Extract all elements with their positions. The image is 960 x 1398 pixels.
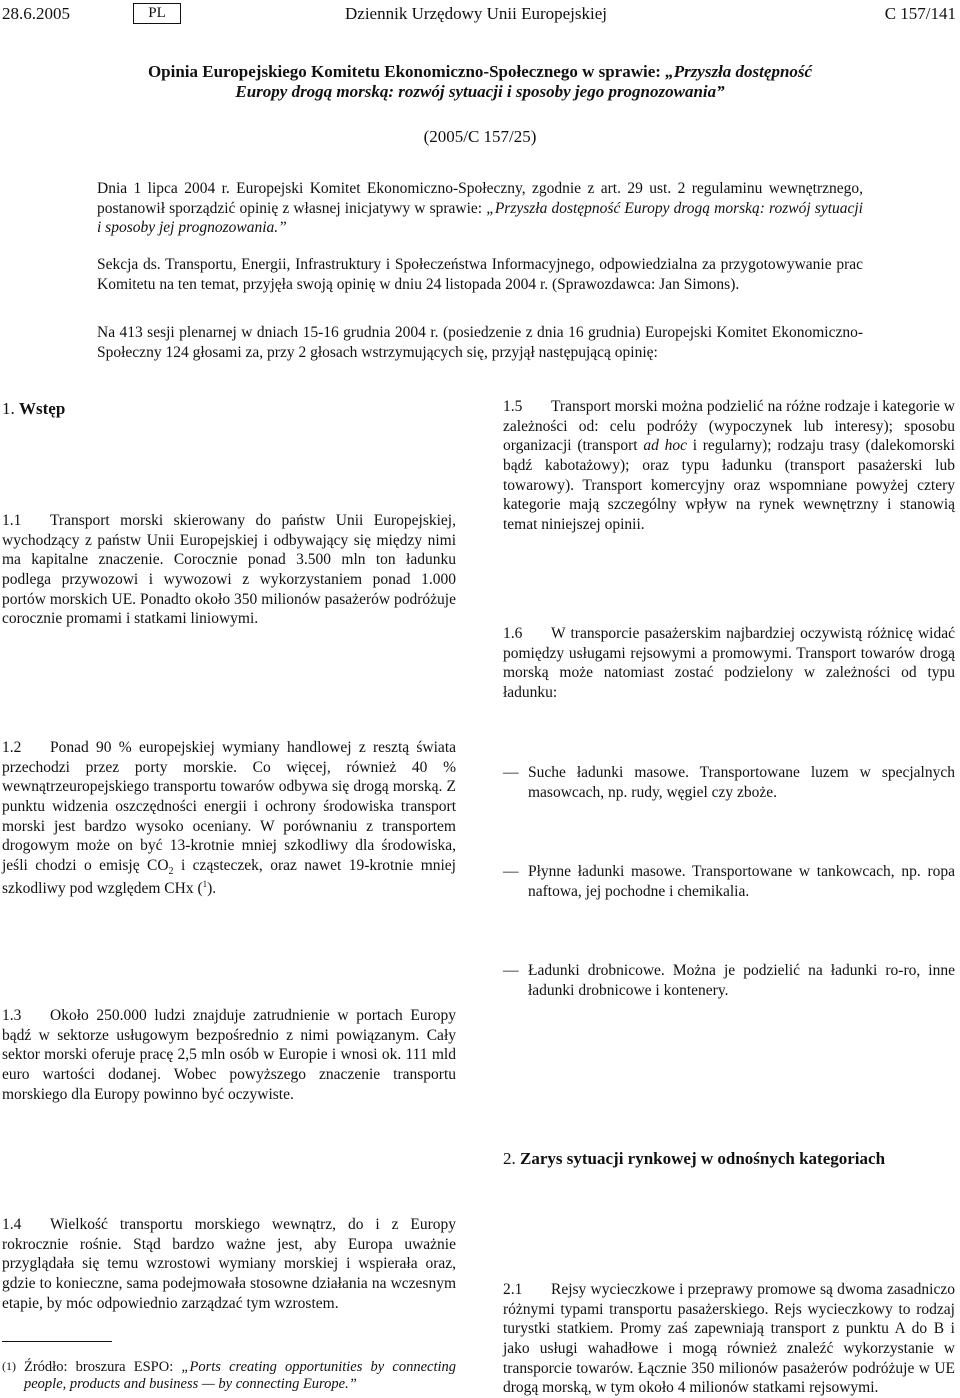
- co2-subscript: 2: [168, 866, 174, 878]
- paragraph-1-3-text: Około 250.000 ludzi znajduje zatrudnienie w portach Europy bądź w sektorze usługowym bezpośrednio z nimi powiązanym. Cały sektor morski oferuje pracę 2,5 mln osób w Europie i wnosi ok. 111 mld euro wartości dodanej. Wobec powyższego znaczenie transportu morskiego dla Europy powinno być oczywiste.: [2, 1007, 456, 1103]
- footnote-divider: [2, 1341, 112, 1342]
- intro-p1-italic: „Przyszła dostępność Europy drogą morską: rozwój sytuacji i sposoby jej prognozowania.”: [97, 199, 863, 237]
- intro-paragraph-3: Na 413 sesji plenarnej w dniach 15-16 grudnia 2004 r. (posiedzenie z dnia 16 grudnia) Europejski Komitet Ekonomiczno-Społeczny 124 głosami za, przy 2 głosach wstrzymujących się, przyjął następującą opinię:: [97, 324, 863, 361]
- paragraph-1-2: [2, 738, 456, 899]
- list-item: [503, 961, 955, 1000]
- paragraph-1-3-number: 1.3: [2, 1007, 22, 1024]
- section-1-number: 1.: [2, 399, 15, 418]
- paragraph-1-5: [503, 397, 955, 535]
- paragraph-1-1-number: 1.1: [2, 512, 22, 529]
- dash-marker: —: [503, 863, 519, 880]
- section-2-number: 2.: [503, 1149, 516, 1168]
- title-line2: Europy drogą morską: rozwój sytuacji i sposoby jego prognozowania”: [235, 82, 725, 102]
- list-item-text: Płynne ładunki masowe. Transportowane w tankowcach, np. ropa naftowa, jej pochodne i chemikalia.: [528, 863, 955, 900]
- dash-marker: —: [503, 764, 519, 781]
- paragraph-1-2-number: 1.2: [2, 739, 22, 756]
- paragraph-2-1: [503, 1280, 955, 1398]
- page-number: C 157/141: [884, 4, 956, 23]
- dash-marker: —: [503, 962, 519, 979]
- footnote-reference[interactable]: 1: [202, 878, 208, 889]
- journal-title: Dziennik Urzędowy Unii Europejskiej: [345, 4, 608, 23]
- section-2-heading: [503, 1148, 955, 1170]
- paragraph-1-6-number: 1.6: [503, 625, 523, 642]
- footnote-text: [24, 1359, 456, 1394]
- paragraph-1-6-text: W transporcie pasażerskim najbardziej oczywistą różnicę widać pomiędzy usługami rejsowymi a promowymi. Transport towarów drogą morską może natomiast zostać podzielony w zależności od typu ładunku:: [503, 625, 955, 702]
- paragraph-1-2-text-c: ).: [207, 879, 217, 897]
- paragraph-1-2-text-a: Ponad 90 % europejskiej wymiany handlowej z resztą świata przechodzi przez porty morskie. Co więcej, również 40 % wewnątrzeuropejskiego transportu towarów odbywa się drogą morską. Z punktu widzenia oszczędności energii i ochrony środowiska transport morski jest bardzo wysoko oceniany. W porównaniu z transportem drogowym może on być 13-krotnie mniej szkodliwy dla środowiska, jeśli chodzi o emisję CO: [2, 739, 456, 875]
- list-item-text: Ładunki drobnicowe. Można je podzielić na ładunki ro-ro, inne ładunki drobnicowe i kontenery.: [528, 962, 955, 999]
- list-item: [503, 763, 955, 802]
- list-item-text: Suche ładunki masowe. Transportowane luzem w specjalnych masowcach, np. rudy, węgiel czy zboże.: [528, 764, 955, 801]
- paragraph-1-2-text-b: i cząsteczek, oraz nawet 19-krotnie mniej szkodliwy pod względem CHx (: [2, 857, 456, 897]
- paragraph-1-5-text-b: i regularny); rodzaju trasy (dalekomorski bądź kabotażowy); oraz typu ładunku (transport pasażerski lub towarowy). Transport komercyjny oraz wspomniane powyżej cztery kategorie mają szczególny wpływ na rynek wewnętrzny i stanowią temat niniejszej opinii.: [503, 437, 955, 534]
- document-reference: (2005/C 157/25): [423, 127, 537, 146]
- language-badge: PL: [133, 3, 181, 24]
- intro-p1-text: Dnia 1 lipca 2004 r. Europejski Komitet Ekonomiczno-Społeczny, zgodnie z art. 29 ust. 2 regulaminu wewnętrznego, postanowił sporządzić opinię z własnej inicjatywy w sprawie:: [97, 180, 863, 217]
- intro-paragraph-1: [97, 179, 863, 238]
- paragraph-2-1-number: 2.1: [503, 1281, 523, 1298]
- paragraph-1-3: [2, 1006, 456, 1104]
- list-item: [503, 862, 955, 901]
- footnote: [2, 1359, 456, 1394]
- paragraph-1-5-number: 1.5: [503, 398, 523, 415]
- footnote-mark: (1): [2, 1359, 16, 1373]
- paragraph-2-1-text: Rejsy wycieczkowe i przeprawy promowe są dwoma zasadniczo różnymi typami transportu pasażerskiego. Rejs wycieczkowy to rodzaj turystki statkiem. Promy zaś zapewniają transport z punktu A do B i jako usługi wahadłowe i mogą również znaleźć wykorzystanie w transporcie towarów. Łącznie 350 milionów pasażerów podróżuje w UE drogą morską, w tym około 4 milionów statkami rejsowymi.: [503, 1281, 955, 1397]
- paragraph-1-1: [2, 511, 456, 629]
- footnote-italic: „Ports creating opportunities by connecting people, products and business — by connecting Europe.”: [24, 1359, 457, 1393]
- paragraph-1-1-text: Transport morski skierowany do państw Unii Europejskiej, wychodzący z państw Unii Europejskiej i odbywający się między nimi ma kapitalne znaczenie. Corocznie ponad 3.500 mln ton ładunku podlega przywozowi i wywozowi z wykorzystaniem ponad 1.000 portów morskich UE. Ponadto około 350 milionów pasażerów podróżuje corocznie promami i statkami liniowymi.: [2, 512, 456, 628]
- section-2-title: Zarys sytuacji rynkowej w odnośnych kategoriach: [520, 1149, 886, 1168]
- paragraph-1-5-text-a: Transport morski można podzielić na różne rodzaje i kategorie w zależności od: celu podróży (wypoczynek lub interesy); sposobu organizacji (transport: [503, 398, 955, 455]
- footnote-text-a: Źródło: broszura ESPO:: [24, 1359, 182, 1375]
- paragraph-1-4: [2, 1215, 456, 1313]
- header-date: 28.6.2005: [2, 4, 70, 23]
- section-1-title: Wstęp: [19, 399, 66, 418]
- paragraph-1-5-italic: ad hoc: [643, 437, 687, 455]
- section-1-heading: [2, 398, 456, 420]
- paragraph-1-4-number: 1.4: [2, 1216, 22, 1233]
- document-title: [60, 62, 900, 103]
- paragraph-1-6: [503, 624, 955, 703]
- title-line1-a: Opinia Europejskiego Komitetu Ekonomiczno-Społecznego w sprawie:: [147, 62, 666, 81]
- title-line1-b: „Przyszła dostępność: [665, 62, 813, 81]
- intro-paragraph-2: Sekcja ds. Transportu, Energii, Infrastruktury i Społeczeństwa Informacyjnego, odpowiedzialna za przygotowywanie prac Komitetu na ten temat, przyjęła swoją opinię w dniu 24 listopada 2004 r. (Sprawozdawca: Jan Simons).: [97, 256, 863, 293]
- paragraph-1-4-text: Wielkość transportu morskiego wewnątrz, do i z Europy rokrocznie rośnie. Stąd bardzo ważne jest, aby Europa uważnie przyglądała się temu wzrostowi wymiany morskiej i wspierała oraz, gdzie to konieczne, sama podejmowała stosowne działania na wczesnym etapie, by móc odpowiednio zarządzać tym wzrostem.: [2, 1216, 456, 1312]
